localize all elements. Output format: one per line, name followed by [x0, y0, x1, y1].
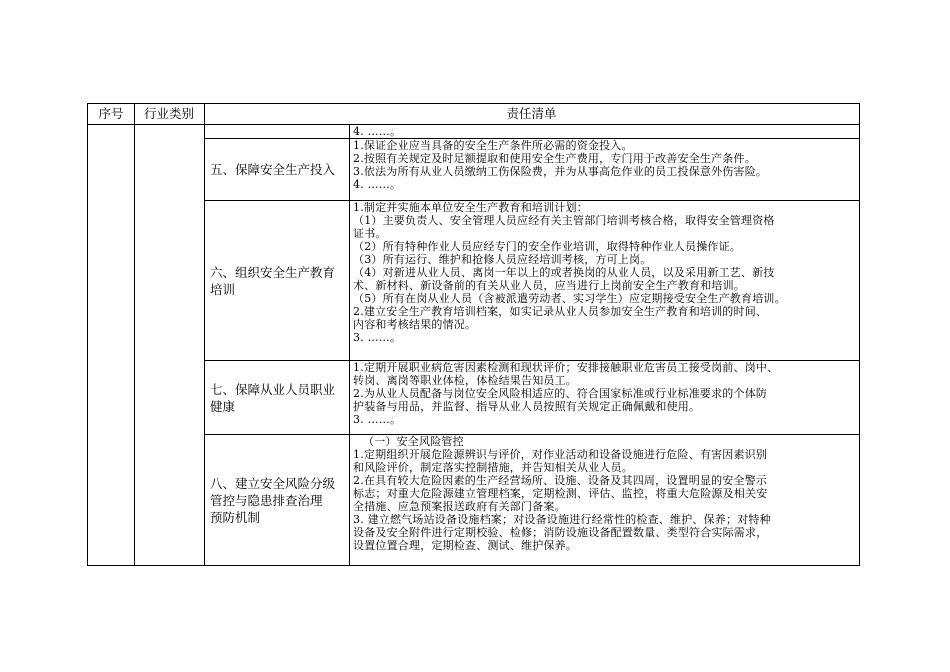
- header-industry-category: 行业类别: [143, 106, 194, 121]
- category-safety-investment: [205, 139, 349, 200]
- row-2-items: [353, 201, 858, 344]
- list-item: 4. ……。: [353, 125, 402, 138]
- category-label-line: 管控与隐患排查治理: [210, 492, 323, 508]
- list-item: 1.制定并实施本单位安全生产教育和培训计划：: [353, 201, 588, 214]
- list-item: 4. ……。: [353, 178, 402, 191]
- list-item: 2.建立安全生产教育培训档案，如实记录从业人员参加安全生产教育和培训的时间、: [353, 305, 768, 318]
- list-item: 1.定期开展职业病危害因素检测和现状评价；安排接触职业危害员工接受岗前、岗中、: [353, 361, 779, 374]
- category-label-line: 六、组织安全生产教育: [210, 264, 336, 280]
- header-responsibility-list: 责任清单: [506, 106, 557, 121]
- list-item: 术、新材料、新设备前的有关从业人员，应当进行上岗前安全生产教育和培训。: [353, 279, 745, 292]
- list-item: 全措施、应急预案报送政府有关部门备案。: [353, 500, 566, 513]
- category-label-line: 七、保障从业人员职业: [210, 381, 336, 397]
- responsibility-table: [87, 103, 860, 566]
- list-item: 内容和考核结果的情况。: [353, 318, 477, 331]
- list-item: 证书。: [353, 227, 387, 240]
- row-3-items: [353, 361, 858, 426]
- list-item: 和风险评价，制定落实控制措施，并告知相关从业人员。: [353, 461, 633, 474]
- list-item: 3.依法为所有从业人员缴纳工伤保险费，并为从事高危作业的员工投保意外伤害险。: [353, 165, 768, 178]
- row-0-items: [353, 125, 858, 138]
- list-item: 设置位置合理，定期检查、测试、维护保养。: [353, 539, 577, 552]
- list-item: 2.在具有较大危险因素的生产经营场所、设施、设备及其四周，设置明显的安全警示: [353, 474, 768, 487]
- header-serial-number: 序号: [98, 106, 124, 121]
- list-item: 2.为从业人员配备与岗位安全风险相适应的、符合国家标准或行业标准要求的个体防: [353, 387, 768, 400]
- row-4-items: [353, 435, 858, 552]
- list-item: （4）对新进从业人员、离岗一年以上的或者换岗的从业人员，以及采用新工艺、新技: [353, 266, 775, 279]
- list-item: 1.保证企业应当具备的安全生产条件所必需的资金投入。: [353, 139, 633, 152]
- category-safety-training: [205, 201, 349, 360]
- list-item: 3. 建立燃气场站设备设施档案；对设备设施进行经常性的检查、维护、保养；对特种: [353, 513, 771, 526]
- list-item: （一）安全风险管控: [363, 435, 464, 448]
- list-item: （1）主要负责人、安全管理人员应经有关主管部门培训考核合格，取得安全管理资格: [353, 214, 775, 227]
- list-item: 标志；对重大危险源建立管理档案，定期检测、评估、监控，将重大危险源及相关安: [353, 487, 768, 500]
- list-item: （5）所有在岗从业人员（含被派遣劳动者、实习学生）应定期接受安全生产教育培训。: [353, 292, 786, 305]
- col-divider-3: [349, 124, 350, 565]
- col-divider-1: [134, 104, 135, 565]
- category-label-line: 八、建立安全风险分级: [210, 475, 336, 491]
- list-item: 3. ……。: [353, 413, 402, 426]
- list-item: 3. ……。: [353, 331, 402, 344]
- list-item: （3）所有运行、维护和抢修人员应经培训考核，方可上岗。: [353, 253, 652, 266]
- list-item: （2）所有特种作业人员应经专门的安全作业培训，取得特种作业人员操作证。: [353, 240, 741, 253]
- category-label-line: 培训: [210, 281, 236, 297]
- list-item: 转岗、离岗等职业体检，体检结果告知员工。: [353, 374, 577, 387]
- category-label-line: 健康: [210, 398, 236, 414]
- list-item: 1.定期组织开展危险源辨识与评价，对作业活动和设备设施进行危险、有害因素识别: [353, 448, 768, 461]
- category-label-line: 预防机制: [210, 509, 261, 525]
- row-1-items: [353, 139, 858, 191]
- list-item: 2.按照有关规定及时足额提取和使用安全生产费用，专门用于改善安全生产条件。: [353, 152, 756, 165]
- category-risk-control-mechanism: [205, 435, 349, 565]
- list-item: 护装备与用品，并监督、指导从业人员按照有关规定正确佩戴和使用。: [353, 400, 701, 413]
- category-occupational-health: [205, 361, 349, 434]
- category-label: 五、保障安全生产投入: [210, 162, 336, 177]
- list-item: 设备及安全附件进行定期校验、检修；消防设施设备配置数量、类型符合实际需求，: [353, 526, 768, 539]
